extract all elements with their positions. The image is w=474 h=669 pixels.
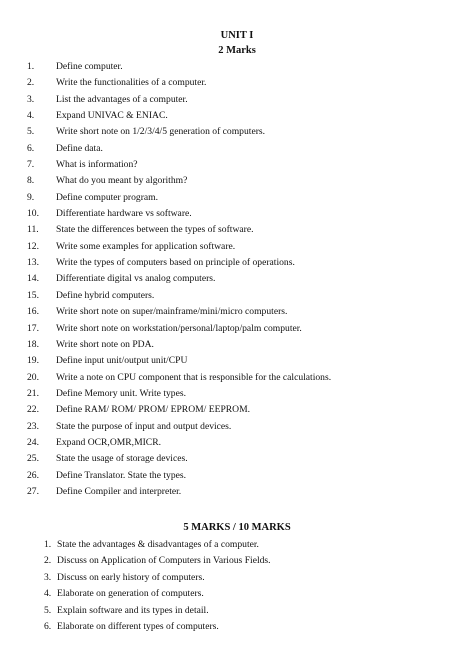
question-item xyxy=(0,110,474,126)
question-item xyxy=(0,61,474,77)
question-item xyxy=(0,257,474,273)
question-number: 27. xyxy=(27,485,39,497)
question-text: Elaborate on generation of computers. xyxy=(57,588,204,600)
question-number: 22. xyxy=(27,404,39,416)
question-number: 1. xyxy=(44,539,52,550)
question-number: 24. xyxy=(27,436,39,448)
question-number: 10. xyxy=(27,208,39,220)
question-text: Elaborate on different types of computers. xyxy=(57,620,219,632)
question-item xyxy=(0,192,474,208)
question-number: 4. xyxy=(27,110,35,122)
question-number: 18. xyxy=(27,338,39,350)
question-list-2-marks xyxy=(0,61,474,502)
question-number: 2. xyxy=(27,77,35,89)
question-item xyxy=(0,621,474,637)
question-number: 5. xyxy=(27,126,35,138)
question-item xyxy=(0,453,474,469)
question-text: Expand OCR,OMR,MICR. xyxy=(56,436,162,448)
question-text: What is information? xyxy=(56,159,138,171)
unit-title: UNIT I xyxy=(220,30,254,41)
question-text: Define input unit/output unit/CPU xyxy=(56,355,188,367)
question-item xyxy=(0,77,474,93)
question-item xyxy=(0,372,474,388)
question-item xyxy=(0,208,474,224)
question-number: 2. xyxy=(44,555,52,567)
question-item xyxy=(0,241,474,257)
question-text: List the advantages of a computer. xyxy=(56,93,188,105)
question-text: Define hybrid computers. xyxy=(56,289,155,301)
question-item xyxy=(0,539,474,555)
question-text: Write the functionalities of a computer. xyxy=(56,77,207,89)
question-item xyxy=(0,175,474,191)
question-number: 15. xyxy=(27,289,39,301)
question-item xyxy=(0,437,474,453)
question-number: 11. xyxy=(27,224,39,236)
question-text: Expand UNIVAC & ENIAC. xyxy=(56,110,168,122)
question-item xyxy=(0,486,474,502)
question-number: 16. xyxy=(27,306,39,318)
question-text: State the advantages & disadvantages of a computer. xyxy=(57,539,259,550)
question-number: 6. xyxy=(27,142,35,154)
question-item xyxy=(0,355,474,371)
question-text: Define data. xyxy=(56,142,103,154)
question-text: Write some examples for application software. xyxy=(56,240,236,252)
question-text: State the purpose of input and output devices. xyxy=(56,420,232,432)
question-text: Differentiate hardware vs software. xyxy=(56,208,192,220)
question-item xyxy=(0,605,474,621)
question-number: 3. xyxy=(27,93,35,105)
question-number: 12. xyxy=(27,240,39,252)
question-text: Differentiate digital vs analog computers. xyxy=(56,273,216,285)
question-item xyxy=(0,323,474,339)
question-item xyxy=(0,388,474,404)
question-number: 17. xyxy=(27,322,39,334)
question-number: 25. xyxy=(27,453,39,465)
question-text: Define Translator. State the types. xyxy=(56,469,187,481)
question-number: 20. xyxy=(27,371,39,383)
question-number: 4. xyxy=(44,588,52,600)
question-text: Discuss on early history of computers. xyxy=(57,571,205,583)
question-number: 7. xyxy=(27,159,35,171)
section-heading-5-10-marks: 5 MARKS / 10 MARKS xyxy=(183,522,291,533)
question-item xyxy=(0,290,474,306)
question-number: 21. xyxy=(27,387,39,399)
question-item xyxy=(0,159,474,175)
question-item xyxy=(0,339,474,355)
question-number: 8. xyxy=(27,175,35,187)
question-text: Define RAM/ ROM/ PROM/ EPROM/ EEPROM. xyxy=(56,404,251,416)
question-item xyxy=(0,572,474,588)
question-text: Define computer. xyxy=(56,61,123,72)
question-item xyxy=(0,94,474,110)
question-text: Define Compiler and interpreter. xyxy=(56,485,182,497)
question-item xyxy=(0,224,474,240)
question-number: 3. xyxy=(44,571,52,583)
question-text: Write the types of computers based on principle of operations. xyxy=(56,257,295,269)
question-text: What do you meant by algorithm? xyxy=(56,175,188,187)
question-text: State the differences between the types of software. xyxy=(56,224,254,236)
question-number: 9. xyxy=(27,191,35,203)
question-text: Write short note on workstation/personal/laptop/palm computer. xyxy=(56,322,302,334)
question-item xyxy=(0,143,474,159)
question-number: 26. xyxy=(27,469,39,481)
question-item xyxy=(0,470,474,486)
question-number: 1. xyxy=(27,61,35,72)
question-number: 6. xyxy=(44,620,52,632)
question-item xyxy=(0,421,474,437)
question-number: 13. xyxy=(27,257,39,269)
question-text: Define Memory unit. Write types. xyxy=(56,387,186,399)
question-text: Write a note on CPU component that is responsible for the calculations. xyxy=(56,371,332,383)
question-list-5-10-marks xyxy=(0,539,474,637)
section-heading-2-marks: 2 Marks xyxy=(218,45,256,56)
question-text: Write short note on super/mainframe/mini/micro computers. xyxy=(56,306,288,318)
question-item xyxy=(0,404,474,420)
question-number: 23. xyxy=(27,420,39,432)
question-text: Discuss on Application of Computers in Various Fields. xyxy=(57,555,271,567)
question-text: Write short note on PDA. xyxy=(56,338,154,350)
question-number: 19. xyxy=(27,355,39,367)
question-item xyxy=(0,306,474,322)
question-number: 14. xyxy=(27,273,39,285)
question-item xyxy=(0,273,474,289)
question-text: State the usage of storage devices. xyxy=(56,453,188,465)
question-item xyxy=(0,126,474,142)
question-item xyxy=(0,555,474,571)
question-text: Explain software and its types in detail. xyxy=(57,604,209,616)
question-text: Define computer program. xyxy=(56,191,159,203)
question-item xyxy=(0,588,474,604)
question-number: 5. xyxy=(44,604,52,616)
question-text: Write short note on 1/2/3/4/5 generation of computers. xyxy=(56,126,266,138)
